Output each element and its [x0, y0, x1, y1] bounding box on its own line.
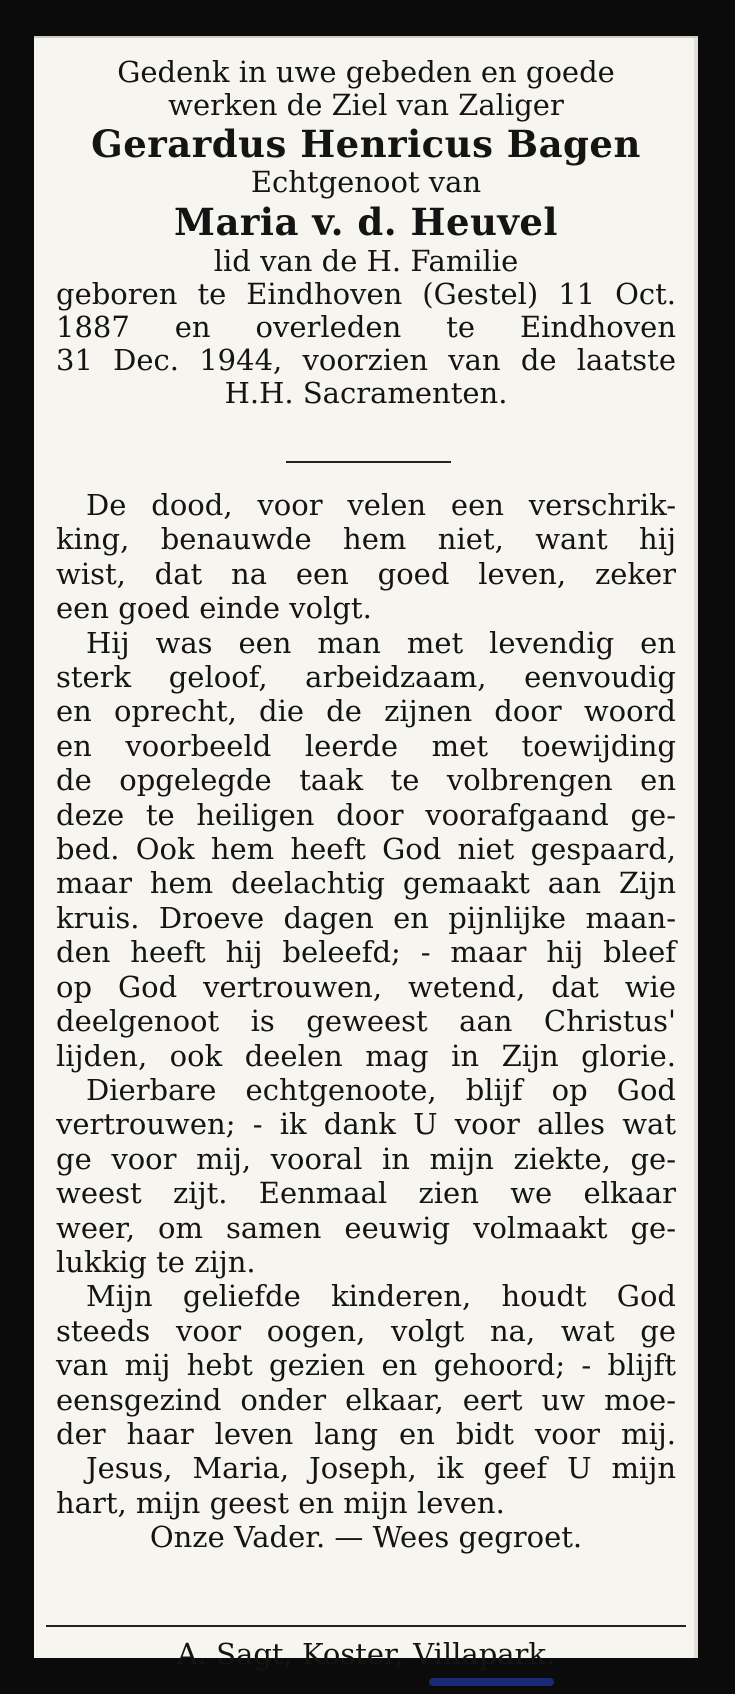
header-divider [286, 461, 451, 463]
text-line: sterk geloof, arbeidzaam, eenvoudig [56, 660, 676, 695]
ink-underline-mark [429, 1678, 554, 1686]
text-line: hart, mijn geest en mijn leven. [56, 1485, 505, 1520]
text-line: deelgenoot is geweest aan Christus' [56, 1004, 676, 1039]
birth-line-3: 31 Dec. 1944, voorzien van de laatste [56, 343, 676, 377]
text-line: bed. Ook hem heeft God niet gespaard, [56, 832, 676, 867]
text-line: eensgezind onder elkaar, eert uw moe- [56, 1382, 676, 1417]
text-line: De dood, voor velen een verschrik- [86, 488, 676, 522]
footer-divider [46, 1625, 686, 1627]
text-line: weer, om samen eeuwig volmaakt ge- [56, 1210, 676, 1245]
text-line: kruis. Droeve dagen en pijnlijke maan- [56, 900, 676, 935]
membership-line: lid van de H. Familie [213, 244, 519, 278]
text-line: Dierbare echtgenoote, blijf op God [86, 1072, 676, 1107]
spouse-label: Echtgenoot van [250, 165, 482, 199]
text-line: der haar leven lang en bidt voor mij. [56, 1416, 676, 1451]
memorial-card [34, 36, 698, 1671]
text-line: lijden, ook deelen mag in Zijn glorie. [56, 1038, 676, 1073]
text-line: en oprecht, die de zijnen door woord [56, 694, 676, 729]
text-line: vertrouwen; - ik dank U voor alles wat [56, 1107, 676, 1142]
text-line: van mij hebt gezien en gehoord; - blijft [56, 1348, 676, 1383]
closing-prayer: Onze Vader. — Wees gegroet. [149, 1520, 583, 1555]
text-line: Mijn geliefde kinderen, houdt God [86, 1279, 676, 1314]
text-line: deze te heiligen door voorafgaand ge- [56, 797, 676, 832]
text-line: ge voor mij, vooral in mijn ziekte, ge- [56, 1141, 676, 1176]
text-line: en voorbeeld leerde met toewijding [56, 728, 676, 763]
card-header [34, 56, 698, 410]
text-line: king, benauwde hem niet, want hij [56, 522, 676, 557]
text-line: de opgelegde taak te volbrengen en [56, 763, 676, 798]
deceased-name: Gerardus Henricus Bagen [91, 122, 641, 166]
text-line: een goed einde volgt. [56, 591, 372, 626]
birth-line-2: 1887 en overleden te Eindhoven [56, 310, 676, 344]
text-line: Hij was een man met levendig en [86, 625, 676, 660]
birth-line-4: H.H. Sacramenten. [224, 376, 508, 410]
text-line: op God vertrouwen, wetend, dat wie [56, 969, 676, 1004]
text-line: den heeft hij beleefd; - maar hij bleef [56, 935, 676, 970]
text-line: Jesus, Maria, Joseph, ik geef U mijn [86, 1451, 676, 1486]
text-line: wist, dat na een goed leven, zeker [56, 556, 676, 591]
memorial-text [34, 488, 698, 1554]
text-line: weest zijt. Eenmaal zien we elkaar [56, 1176, 676, 1211]
text-line: lukkig te zijn. [56, 1244, 256, 1279]
text-line: maar hem deelachtig gemaakt aan Zijn [56, 866, 676, 901]
intro-line-1: Gedenk in uwe gebeden en goede [117, 55, 615, 89]
birth-line-1: geboren te Eindhoven (Gestel) 11 Oct. [56, 277, 676, 311]
intro-line-2: werken de Ziel van Zaliger [168, 88, 564, 122]
text-line: steeds voor oogen, volgt na, wat ge [56, 1313, 676, 1348]
spouse-name: Maria v. d. Heuvel [173, 200, 558, 244]
printer-credit: A. Sagt, Koster, Villapark. [176, 1637, 556, 1671]
